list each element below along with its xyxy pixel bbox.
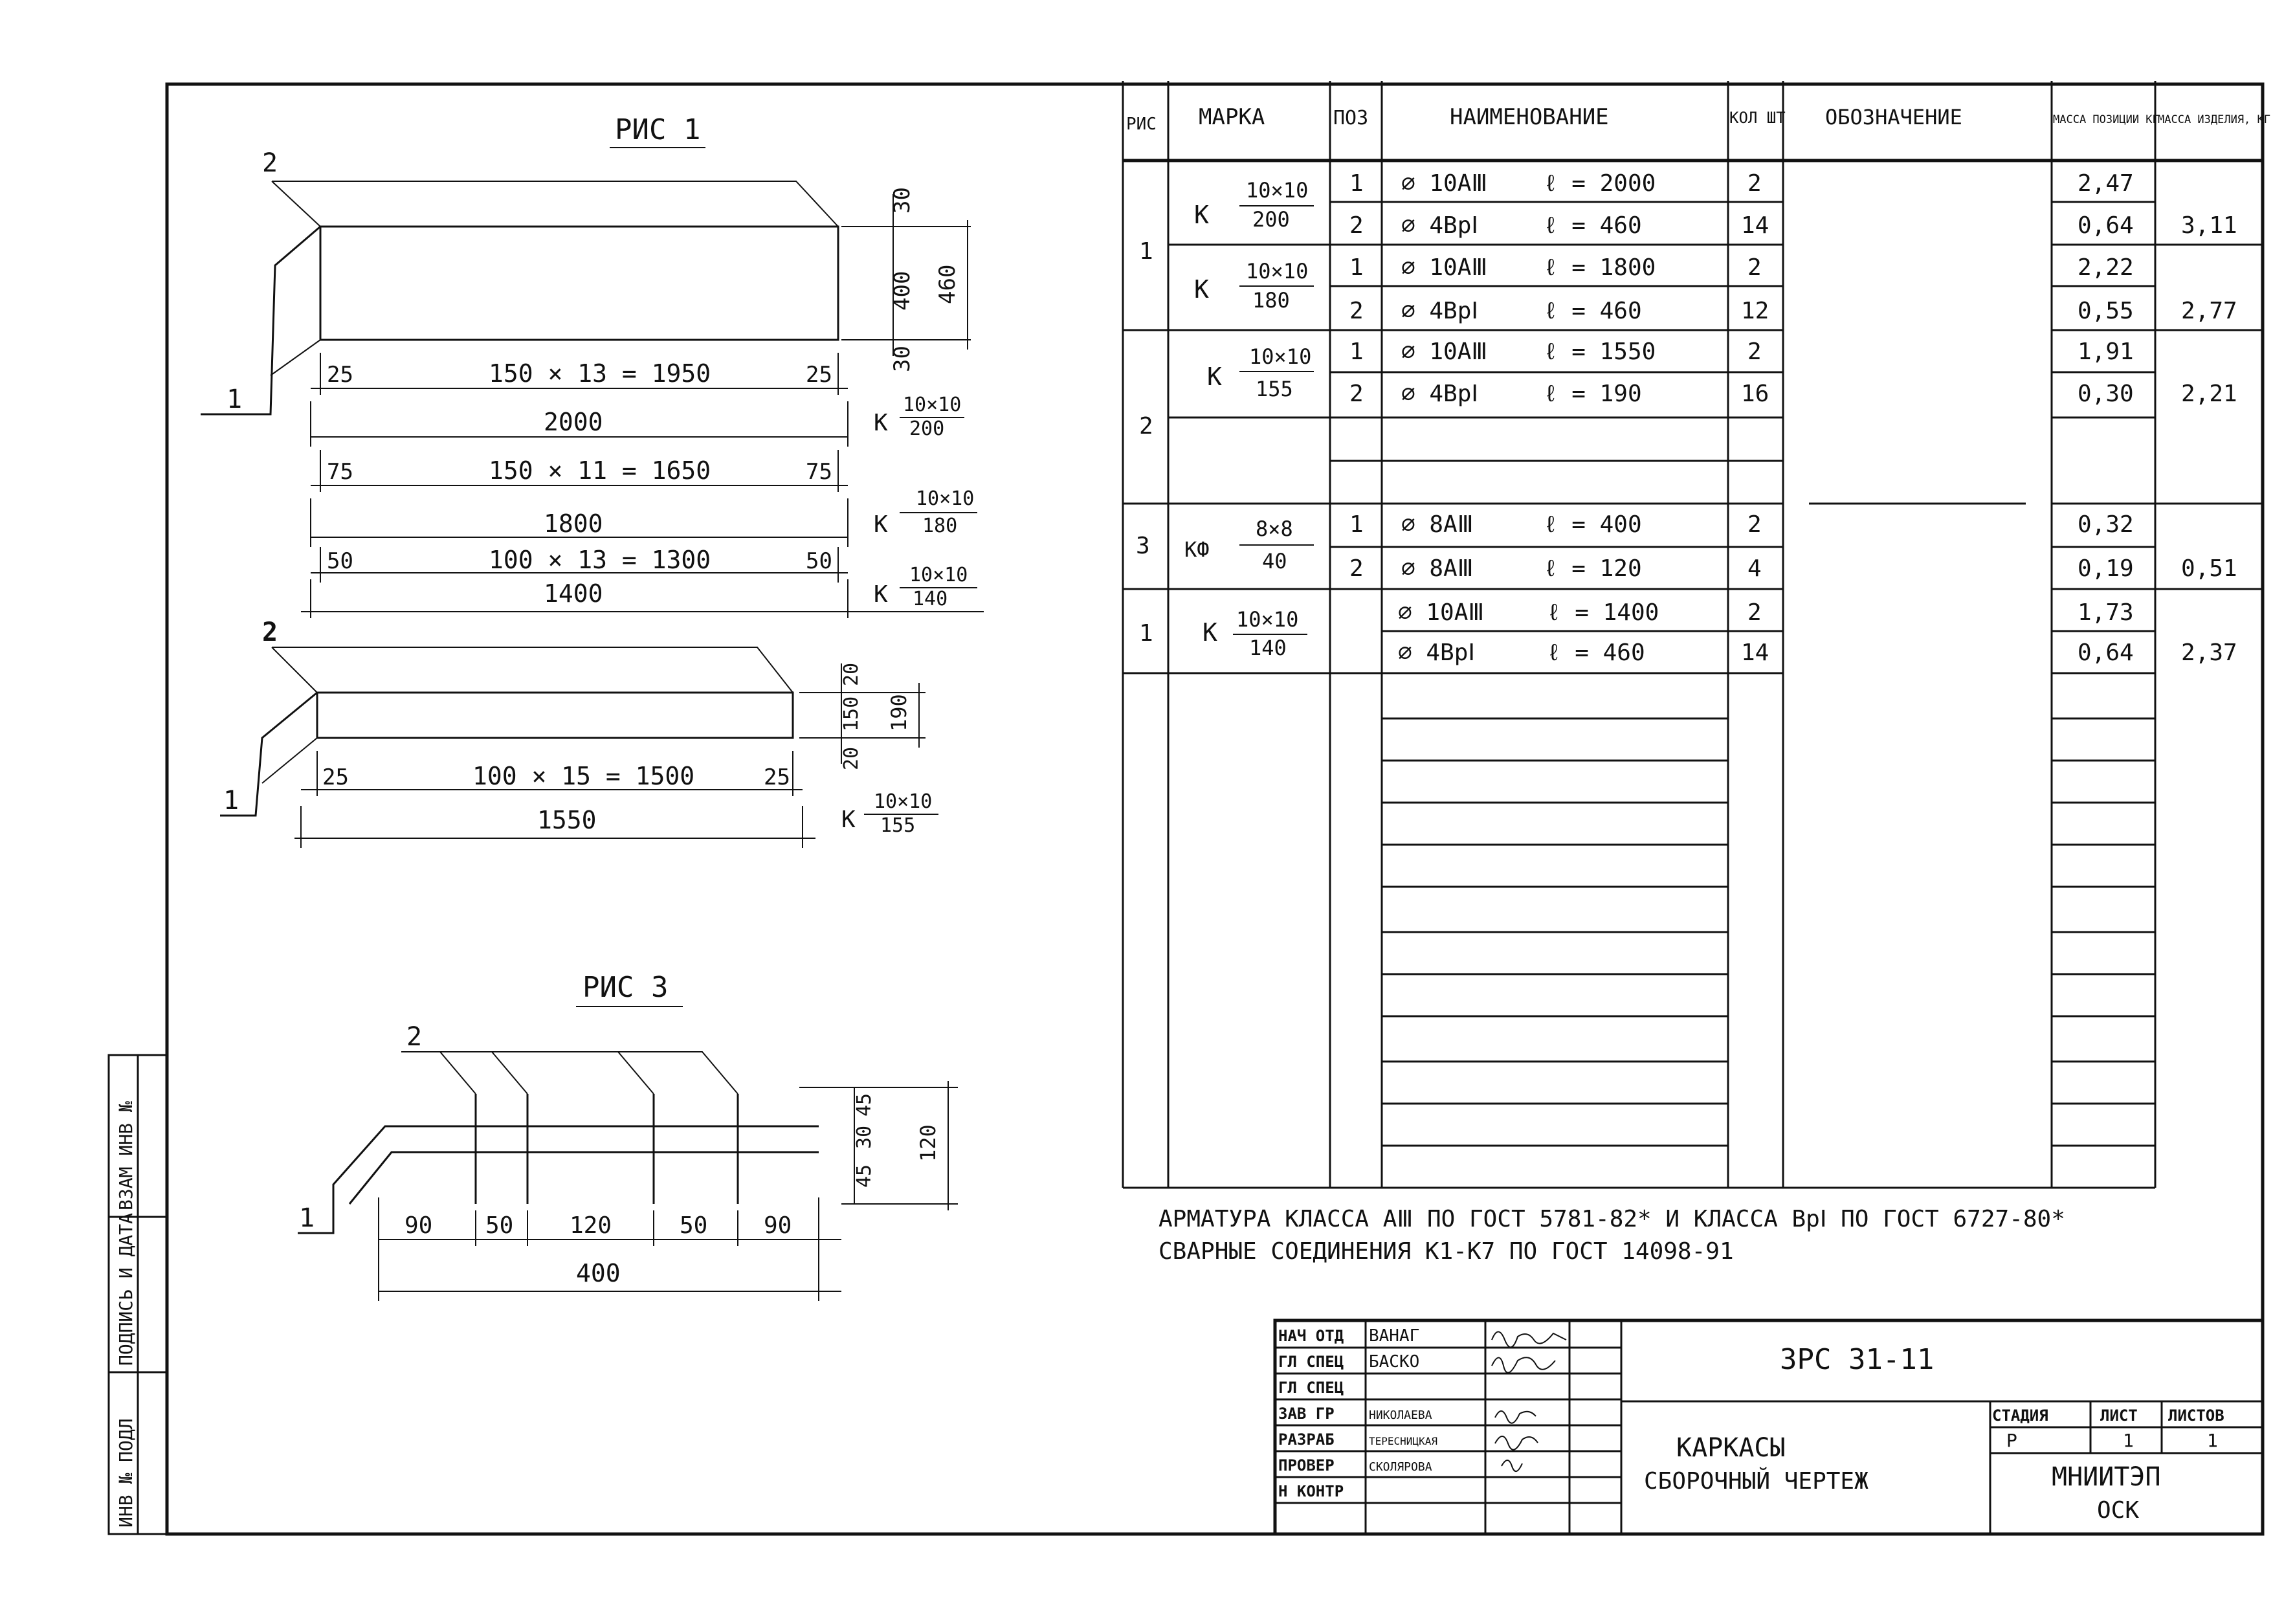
svg-text:3: 3 [1136, 533, 1150, 559]
svg-text:1,91: 1,91 [2078, 339, 2134, 365]
svg-text:ℓ = 400: ℓ = 400 [1544, 511, 1642, 538]
svg-text:0,64: 0,64 [2078, 212, 2134, 239]
svg-text:∅ 4ВрⅠ: ∅ 4ВрⅠ [1398, 640, 1475, 666]
svg-text:25: 25 [764, 764, 790, 790]
svg-text:50: 50 [806, 548, 832, 574]
svg-text:2,37: 2,37 [2181, 640, 2237, 666]
svg-text:25: 25 [806, 362, 832, 388]
svg-text:0,30: 0,30 [2078, 381, 2134, 407]
fig1-row-1 [311, 353, 964, 447]
svg-text:140: 140 [913, 588, 948, 610]
stamp-role-5: РАЗРАБ [1278, 1430, 1335, 1449]
svg-text:100 × 15 = 1500: 100 × 15 = 1500 [472, 762, 695, 790]
svg-text:120: 120 [570, 1212, 612, 1239]
svg-text:45: 45 [853, 1093, 876, 1117]
side-sign-label: ПОДПИСЬ И ДАТА [115, 1212, 137, 1366]
svg-text:2: 2 [1747, 599, 1762, 626]
th-mass-item: МАССА ИЗДЕЛИЯ, КГ [2158, 113, 2270, 126]
svg-text:40: 40 [1262, 549, 1287, 573]
svg-text:190: 190 [887, 694, 911, 731]
stage-value: Р [2006, 1430, 2017, 1451]
svg-text:1,73: 1,73 [2078, 599, 2134, 626]
doc-title-1: КАРКАСЫ [1676, 1433, 1786, 1463]
svg-text:ℓ = 1800: ℓ = 1800 [1544, 254, 1656, 281]
svg-text:25: 25 [322, 764, 349, 790]
svg-text:2,47: 2,47 [2078, 170, 2134, 197]
stamp-role-4: ЗАВ ГР [1278, 1405, 1335, 1423]
stamp-role-6: ПРОВЕР [1278, 1456, 1335, 1474]
svg-text:∅ 10АⅢ: ∅ 10АⅢ [1401, 254, 1488, 281]
svg-text:2,22: 2,22 [2078, 254, 2134, 281]
stamp-name-5: ТЕРЕСНИЦКАЯ [1369, 1435, 1437, 1447]
svg-text:0,32: 0,32 [2078, 511, 2134, 538]
sheets-header: ЛИСТОВ [2168, 1407, 2224, 1425]
svg-text:25: 25 [327, 362, 353, 388]
svg-text:1: 1 [1139, 238, 1153, 265]
svg-text:150 × 11 = 1650: 150 × 11 = 1650 [489, 456, 711, 485]
svg-text:К: К [874, 410, 888, 436]
svg-text:К: К [1203, 618, 1217, 647]
svg-text:2000: 2000 [544, 408, 603, 436]
svg-text:1550: 1550 [537, 806, 597, 834]
stamp-role-1: НАЧ ОТД [1278, 1327, 1344, 1345]
svg-text:ℓ = 2000: ℓ = 2000 [1544, 170, 1656, 197]
svg-text:К: К [874, 511, 888, 538]
svg-text:150: 150 [840, 696, 863, 731]
stamp-role-2: ГЛ СПЕЦ [1278, 1353, 1344, 1371]
fig3-title: РИС 3 [582, 971, 669, 1004]
stage-header: СТАДИЯ [1992, 1407, 2048, 1425]
fig2-lead-1: 1 [223, 786, 239, 816]
figure-1 [201, 113, 984, 618]
doc-title-2: СБОРОЧНЫЙ ЧЕРТЕЖ [1644, 1468, 1868, 1495]
svg-text:∅ 8АⅢ: ∅ 8АⅢ [1401, 555, 1474, 582]
th-ris: РИС [1126, 115, 1157, 134]
stamp-role-3: ГЛ СПЕЦ [1278, 1379, 1344, 1397]
sheets-value: 1 [2207, 1430, 2218, 1451]
svg-text:30: 30 [853, 1125, 876, 1149]
table-group-1 [1139, 170, 2237, 265]
svg-text:1800: 1800 [544, 509, 603, 538]
svg-text:∅ 4ВрⅠ: ∅ 4ВрⅠ [1401, 381, 1478, 407]
th-marka: МАРКА [1199, 104, 1265, 130]
svg-text:180: 180 [1252, 288, 1290, 313]
svg-text:2: 2 [1747, 170, 1762, 197]
fig1-dim-mid: 400 [889, 271, 915, 311]
svg-text:10×10: 10×10 [903, 394, 962, 416]
fig1-dim-top: 30 [889, 187, 915, 214]
svg-text:∅ 8АⅢ: ∅ 8АⅢ [1401, 511, 1474, 538]
svg-text:75: 75 [327, 459, 353, 485]
figure-3 [298, 971, 958, 1301]
fig1-dim-total: 460 [935, 264, 960, 304]
svg-text:1400: 1400 [544, 579, 603, 608]
side-inv-label: ИНВ № ПОДЛ [115, 1418, 137, 1528]
svg-text:1: 1 [1139, 620, 1153, 647]
side-strip [109, 1055, 167, 1534]
svg-text:2: 2 [1747, 511, 1762, 538]
svg-text:3,11: 3,11 [2181, 212, 2237, 239]
svg-text:∅ 10АⅢ: ∅ 10АⅢ [1401, 170, 1488, 197]
th-poz: ПОЗ [1333, 107, 1369, 129]
stamp-role-7: Н КОНТР [1278, 1482, 1344, 1500]
svg-text:∅ 4ВрⅠ: ∅ 4ВрⅠ [1401, 298, 1478, 324]
svg-text:10×10: 10×10 [1236, 607, 1299, 632]
svg-text:2: 2 [1349, 298, 1364, 324]
svg-text:∅ 4ВрⅠ: ∅ 4ВрⅠ [1401, 212, 1478, 239]
svg-text:155: 155 [880, 814, 916, 837]
org-name-1: МНИИТЭП [2052, 1462, 2161, 1492]
svg-text:ℓ = 460: ℓ = 460 [1544, 298, 1642, 324]
svg-text:К: К [874, 581, 888, 608]
svg-text:0,51: 0,51 [2181, 555, 2237, 582]
svg-text:2: 2 [1139, 413, 1153, 439]
svg-text:∅ 10АⅢ: ∅ 10АⅢ [1401, 339, 1488, 365]
svg-text:155: 155 [1256, 377, 1293, 401]
svg-text:1: 1 [1349, 254, 1364, 281]
svg-text:10×10: 10×10 [1246, 178, 1309, 203]
svg-text:ℓ = 460: ℓ = 460 [1547, 640, 1645, 666]
table-group-5 [1139, 599, 2237, 666]
svg-text:400: 400 [576, 1259, 621, 1287]
svg-text:50: 50 [327, 548, 353, 574]
svg-text:1: 1 [1349, 511, 1364, 538]
svg-text:2: 2 [1747, 254, 1762, 281]
svg-text:ℓ = 1550: ℓ = 1550 [1544, 339, 1656, 365]
svg-text:К: К [841, 806, 856, 833]
org-name-2: ОСК [2097, 1497, 2140, 1524]
svg-text:∅ 10АⅢ: ∅ 10АⅢ [1398, 599, 1485, 626]
sheet-header: ЛИСТ [2100, 1407, 2138, 1425]
th-desig: ОБОЗНАЧЕНИЕ [1825, 105, 1962, 129]
svg-text:14: 14 [1741, 212, 1769, 239]
th-name: НАИМЕНОВАНИЕ [1450, 104, 1609, 130]
th-mass-pos: МАССА ПОЗИЦИИ КГ [2053, 113, 2159, 126]
svg-text:50: 50 [680, 1212, 708, 1239]
svg-text:150 × 13 = 1950: 150 × 13 = 1950 [489, 359, 711, 388]
fig1-title: РИС 1 [615, 113, 701, 146]
svg-text:75: 75 [806, 459, 832, 485]
svg-text:10×10: 10×10 [916, 487, 975, 510]
svg-text:2: 2 [1349, 381, 1364, 407]
svg-text:90: 90 [764, 1212, 792, 1239]
svg-text:К: К [1207, 362, 1222, 391]
svg-text:20: 20 [840, 746, 863, 770]
svg-text:200: 200 [1252, 207, 1290, 232]
fig1-lead-2: 2 [262, 148, 278, 178]
svg-text:К: К [1194, 201, 1209, 229]
table-group-3 [1139, 339, 2237, 439]
svg-text:90: 90 [405, 1212, 433, 1239]
svg-text:К: К [1194, 275, 1209, 304]
svg-text:0,64: 0,64 [2078, 640, 2134, 666]
notes [1159, 1206, 2065, 1265]
stamp-name-6: СКОЛЯРОВА [1369, 1460, 1432, 1474]
fig1-row-2 [311, 450, 977, 547]
svg-text:45: 45 [853, 1164, 876, 1188]
svg-text:12: 12 [1741, 298, 1769, 324]
th-qty: КОЛ ШТ [1729, 109, 1786, 127]
svg-text:ℓ = 190: ℓ = 190 [1544, 381, 1642, 407]
title-block [1275, 1320, 2263, 1534]
fig1-row-3 [301, 546, 984, 618]
svg-text:2: 2 [1349, 212, 1364, 239]
svg-text:8×8: 8×8 [1256, 517, 1293, 541]
svg-text:50: 50 [485, 1212, 514, 1239]
svg-text:14: 14 [1741, 640, 1769, 666]
svg-text:4: 4 [1747, 555, 1762, 582]
svg-text:16: 16 [1741, 381, 1769, 407]
fig2-lead-2: 2 [262, 617, 278, 647]
spec-table [1123, 81, 2270, 1188]
fig3-lead-1: 1 [299, 1203, 315, 1233]
stamp-name-2: БАСКО [1369, 1352, 1420, 1372]
svg-text:2: 2 [1747, 339, 1762, 365]
fig3-lead-2: 2 [406, 1022, 423, 1052]
side-vzam-label: ВЗАМ ИНВ № [115, 1101, 137, 1210]
svg-text:10×10: 10×10 [874, 790, 933, 813]
svg-text:10×10: 10×10 [1249, 344, 1312, 369]
svg-text:1: 1 [1349, 170, 1364, 197]
svg-text:100 × 13 = 1300: 100 × 13 = 1300 [489, 546, 711, 574]
sheet-value: 1 [2123, 1430, 2134, 1451]
svg-text:0,55: 0,55 [2078, 298, 2134, 324]
svg-text:2: 2 [1349, 555, 1364, 582]
sheet-frame [167, 84, 2263, 1534]
svg-text:КФ: КФ [1184, 537, 1210, 562]
stamp-name-1: ВАНАГ [1369, 1326, 1420, 1346]
svg-text:120: 120 [916, 1124, 940, 1162]
stamp-name-4: НИКОЛАЕВА [1369, 1408, 1432, 1422]
svg-text:1: 1 [1349, 339, 1364, 365]
svg-text:180: 180 [922, 515, 958, 537]
figure-2 [220, 617, 938, 848]
svg-text:140: 140 [1249, 636, 1287, 660]
svg-text:20: 20 [840, 662, 863, 686]
table-group-2 [1194, 254, 2237, 324]
svg-text:ℓ = 120: ℓ = 120 [1544, 555, 1642, 582]
svg-text:200: 200 [909, 417, 945, 440]
note-2: СВАРНЫЕ СОЕДИНЕНИЯ К1-К7 ПО ГОСТ 14098-91 [1159, 1238, 1734, 1265]
svg-text:10×10: 10×10 [1246, 259, 1309, 284]
svg-text:2,77: 2,77 [2181, 298, 2237, 324]
svg-text:10×10: 10×10 [909, 564, 968, 586]
svg-text:ℓ = 460: ℓ = 460 [1544, 212, 1642, 239]
fig1-dim-bot: 30 [889, 346, 915, 372]
fig1-lead-1: 1 [227, 384, 243, 414]
doc-code: 3РС 31-11 [1780, 1343, 1935, 1376]
svg-text:2,21: 2,21 [2181, 381, 2237, 407]
svg-text:ℓ = 1400: ℓ = 1400 [1547, 599, 1659, 626]
svg-text:0,19: 0,19 [2078, 555, 2134, 582]
note-1: АРМАТУРА КЛАССА АⅢ ПО ГОСТ 5781-82* И КЛАССА ВрⅠ ПО ГОСТ 6727-80* [1159, 1206, 2065, 1232]
